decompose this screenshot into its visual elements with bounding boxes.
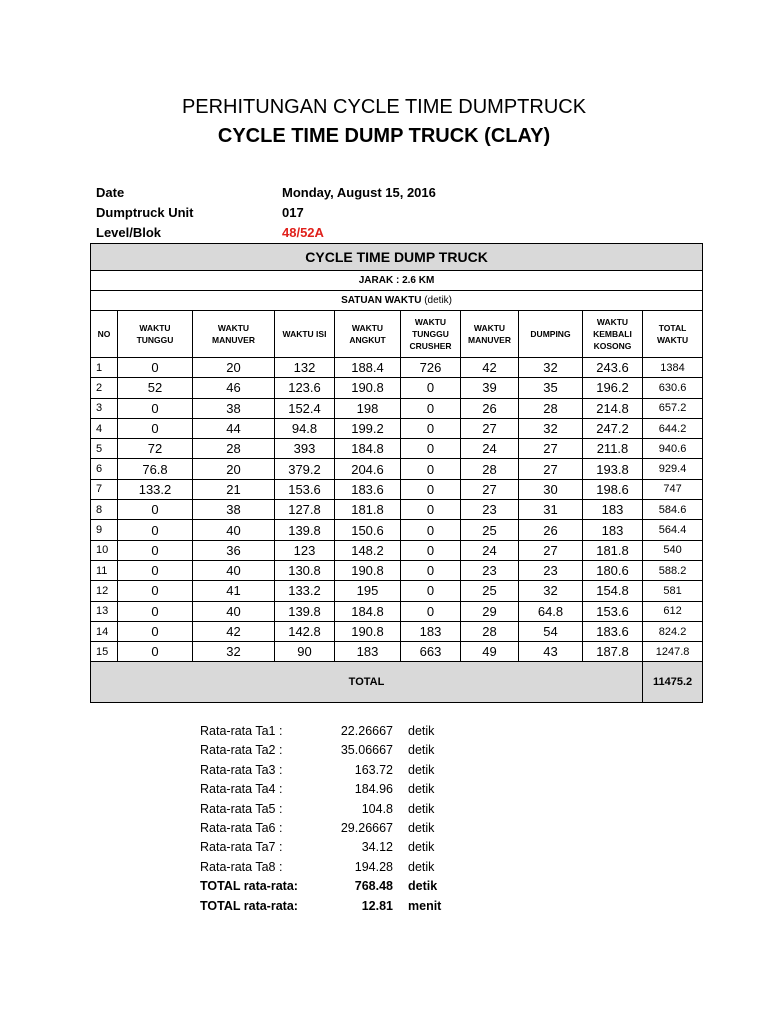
table-cell: 139.8 [275, 520, 335, 540]
summary-label: Rata-rata Ta3 : [200, 762, 283, 777]
table-cell: 64.8 [519, 601, 583, 621]
table-cell: 612 [643, 601, 703, 621]
column-header-text: WAKTU [414, 317, 447, 327]
row-number-cell: 4 [91, 418, 118, 438]
table-cell: 142.8 [275, 621, 335, 641]
column-header [583, 311, 643, 358]
table-cell: 243.6 [583, 358, 643, 378]
table-cell: 0 [118, 418, 193, 438]
row-number-cell: 12 [91, 581, 118, 601]
table-cell: 198 [335, 398, 401, 418]
table-cell: 588.2 [643, 560, 703, 580]
table-cell: 21 [193, 479, 275, 499]
table-row [91, 560, 703, 580]
table-cell: 199.2 [335, 418, 401, 438]
jarak-row [91, 271, 703, 291]
table-title: CYCLE TIME DUMP TRUCK [91, 244, 703, 271]
table-cell: 198.6 [583, 479, 643, 499]
table-cell: 211.8 [583, 439, 643, 459]
date-value: Monday, August 15, 2016 [282, 185, 436, 200]
table-row [91, 642, 703, 662]
table-cell: 0 [401, 500, 461, 520]
jarak-value: 2.6 KM [402, 275, 435, 286]
table-cell: 0 [401, 520, 461, 540]
row-number-cell: 3 [91, 398, 118, 418]
row-number-cell: 5 [91, 439, 118, 459]
table-cell: 23 [519, 560, 583, 580]
table-cell: 0 [118, 500, 193, 520]
table-cell: 25 [461, 520, 519, 540]
table-cell: 181.8 [583, 540, 643, 560]
table-cell: 23 [461, 500, 519, 520]
table-cell: 32 [519, 358, 583, 378]
table-cell: 32 [519, 418, 583, 438]
column-header [643, 311, 703, 358]
table-cell: 183.6 [583, 621, 643, 641]
table-row [91, 459, 703, 479]
table-cell: 43 [519, 642, 583, 662]
table-cell: 153.6 [275, 479, 335, 499]
table-cell: 27 [519, 540, 583, 560]
table-cell: 190.8 [335, 378, 401, 398]
table-row [91, 398, 703, 418]
table-cell: 204.6 [335, 459, 401, 479]
column-header [519, 311, 583, 358]
summary-label: TOTAL rata-rata: [200, 898, 298, 913]
page-subtitle: CYCLE TIME DUMP TRUCK (CLAY) [217, 125, 551, 147]
table-row [91, 358, 703, 378]
column-header-text: WAKTU [596, 317, 629, 327]
column-header-row [91, 311, 703, 358]
table-cell: 0 [401, 418, 461, 438]
table-cell: 20 [193, 459, 275, 479]
column-header-text: WAKTU [656, 335, 689, 345]
date-label: Date [96, 185, 125, 200]
summary-label: TOTAL rata-rata: [200, 879, 298, 894]
table-cell: 183 [335, 642, 401, 662]
level-label: Level/Blok [96, 225, 162, 240]
column-header-text: KEMBALI [593, 329, 632, 339]
column-header-text: CRUSHER [409, 341, 452, 351]
table-cell: 0 [401, 601, 461, 621]
column-header-text: TOTAL [658, 323, 687, 333]
table-cell: 0 [401, 581, 461, 601]
table-cell: 154.8 [583, 581, 643, 601]
table-cell: 0 [118, 560, 193, 580]
table-row [91, 621, 703, 641]
summary-unit: detik [408, 743, 435, 758]
table-cell: 23 [461, 560, 519, 580]
table-cell: 27 [461, 479, 519, 499]
table-cell: 24 [461, 439, 519, 459]
table-cell: 130.8 [275, 560, 335, 580]
summary-unit: detik [408, 879, 438, 894]
table-cell: 26 [461, 398, 519, 418]
table-cell: 581 [643, 581, 703, 601]
summary-value: 768.48 [354, 879, 393, 894]
table-cell: 132 [275, 358, 335, 378]
column-header-text: DUMPING [530, 329, 571, 339]
table-row [91, 439, 703, 459]
table-cell: 0 [401, 378, 461, 398]
summary-label: Rata-rata Ta7 : [200, 840, 283, 855]
table-cell: 379.2 [275, 459, 335, 479]
column-header-text: WAKTU [351, 323, 384, 333]
column-header-text: TUNGGU [136, 335, 174, 345]
table-cell: 72 [118, 439, 193, 459]
row-number-cell: 8 [91, 500, 118, 520]
total-label: TOTAL [91, 662, 643, 703]
column-header-text: WAKTU ISI [282, 329, 327, 339]
satuan-row [91, 291, 703, 311]
summary-unit: detik [408, 724, 435, 738]
table-cell: 183 [583, 500, 643, 520]
table-cell: 663 [401, 642, 461, 662]
column-header-text: ANGKUT [349, 335, 386, 345]
table-cell: 184.8 [335, 601, 401, 621]
table-cell: 139.8 [275, 601, 335, 621]
table-cell: 584.6 [643, 500, 703, 520]
table-cell: 32 [519, 581, 583, 601]
row-number-cell: 13 [91, 601, 118, 621]
level-value: 48/52A [282, 225, 324, 240]
summary-unit: detik [408, 820, 435, 835]
table-cell: 190.8 [335, 621, 401, 641]
table-cell: 40 [193, 601, 275, 621]
table-cell: 27 [461, 418, 519, 438]
row-number-cell: 10 [91, 540, 118, 560]
table-cell: 150.6 [335, 520, 401, 540]
table-cell: 929.4 [643, 459, 703, 479]
row-number-cell: 6 [91, 459, 118, 479]
summary-label: Rata-rata Ta1 : [200, 724, 283, 738]
table-row [91, 581, 703, 601]
total-value: 11475.2 [643, 662, 703, 703]
table-cell: 181.8 [335, 500, 401, 520]
table-cell: 28 [519, 398, 583, 418]
column-header-text: WAKTU [217, 323, 250, 333]
column-header-text: TUNGGU [412, 329, 449, 339]
table-cell: 28 [461, 459, 519, 479]
summary-value: 194.28 [354, 859, 393, 874]
table-cell: 184.8 [335, 439, 401, 459]
column-header [118, 311, 193, 358]
table-cell: 183.6 [335, 479, 401, 499]
summary-value: 29.26667 [340, 820, 393, 835]
summary-value: 22.26667 [340, 724, 393, 738]
column-header [91, 311, 118, 358]
table-cell: 0 [118, 358, 193, 378]
table-cell: 0 [118, 520, 193, 540]
table-cell: 36 [193, 540, 275, 560]
summary-value: 104.8 [361, 801, 393, 816]
table-row [91, 601, 703, 621]
table-cell: 27 [519, 439, 583, 459]
summary-label: Rata-rata Ta6 : [200, 820, 283, 835]
table-cell: 0 [401, 398, 461, 418]
summary-value: 163.72 [354, 762, 393, 777]
summary-unit: menit [408, 898, 442, 913]
unit-value: 017 [282, 205, 304, 220]
table-cell: 27 [519, 459, 583, 479]
table-cell: 0 [118, 540, 193, 560]
table-cell: 190.8 [335, 560, 401, 580]
table-row [91, 540, 703, 560]
summary-label: Rata-rata Ta5 : [200, 801, 283, 816]
summary-label: Rata-rata Ta4 : [200, 782, 283, 797]
summary-value: 184.96 [354, 782, 393, 797]
total-row [91, 662, 703, 703]
table-cell: 42 [461, 358, 519, 378]
table-cell: 0 [401, 540, 461, 560]
summary-value: 34.12 [361, 840, 393, 855]
table-cell: 28 [193, 439, 275, 459]
table-cell: 153.6 [583, 601, 643, 621]
table-cell: 76.8 [118, 459, 193, 479]
table-cell: 214.8 [583, 398, 643, 418]
summary-unit: detik [408, 782, 435, 797]
table-cell: 38 [193, 500, 275, 520]
column-header-text: WAKTU [473, 323, 506, 333]
row-number-cell: 9 [91, 520, 118, 540]
table-cell: 183 [583, 520, 643, 540]
column-header [401, 311, 461, 358]
table-row [91, 378, 703, 398]
column-header-text: NO [97, 329, 111, 339]
table-cell: 247.2 [583, 418, 643, 438]
table-cell: 35 [519, 378, 583, 398]
table-cell: 0 [118, 621, 193, 641]
unit-label: Dumptruck Unit [96, 205, 194, 220]
table-cell: 30 [519, 479, 583, 499]
table-cell: 133.2 [275, 581, 335, 601]
summary-label: Rata-rata Ta2 : [200, 743, 283, 758]
table-cell: 148.2 [335, 540, 401, 560]
table-cell: 1384 [643, 358, 703, 378]
column-header-text: WAKTU [139, 323, 171, 333]
table-cell: 32 [193, 642, 275, 662]
table-cell: 123 [275, 540, 335, 560]
table-cell: 0 [118, 581, 193, 601]
table-cell: 630.6 [643, 378, 703, 398]
table-cell: 26 [519, 520, 583, 540]
table-cell: 188.4 [335, 358, 401, 378]
table-cell: 540 [643, 540, 703, 560]
table-cell: 196.2 [583, 378, 643, 398]
summary-unit: detik [408, 840, 435, 855]
page-title: PERHITUNGAN CYCLE TIME DUMPTRUCK [181, 96, 587, 118]
summary-unit: detik [408, 762, 435, 777]
table-cell: 49 [461, 642, 519, 662]
summary-label: Rata-rata Ta8 : [200, 859, 283, 874]
row-number-cell: 2 [91, 378, 118, 398]
summary-unit: detik [408, 801, 435, 816]
table-row [91, 418, 703, 438]
table-cell: 44 [193, 418, 275, 438]
table-cell: 180.6 [583, 560, 643, 580]
satuan-value: (detik) [424, 295, 453, 306]
table-cell: 54 [519, 621, 583, 641]
table-cell: 187.8 [583, 642, 643, 662]
table-cell: 0 [118, 398, 193, 418]
table-cell: 0 [401, 479, 461, 499]
table-cell: 40 [193, 560, 275, 580]
table-cell: 0 [401, 439, 461, 459]
summary-value: 12.81 [361, 898, 393, 913]
table-cell: 123.6 [275, 378, 335, 398]
table-cell: 39 [461, 378, 519, 398]
table-cell: 94.8 [275, 418, 335, 438]
row-number-cell: 1 [91, 358, 118, 378]
table-cell: 0 [118, 601, 193, 621]
table-cell: 52 [118, 378, 193, 398]
column-header [461, 311, 519, 358]
column-header [335, 311, 401, 358]
table-cell: 393 [275, 439, 335, 459]
row-number-cell: 14 [91, 621, 118, 641]
column-header-text: KOSONG [593, 341, 632, 351]
table-cell: 644.2 [643, 418, 703, 438]
table-cell: 152.4 [275, 398, 335, 418]
table-cell: 46 [193, 378, 275, 398]
table-cell: 41 [193, 581, 275, 601]
table-cell: 38 [193, 398, 275, 418]
table-cell: 564.4 [643, 520, 703, 540]
table-cell: 31 [519, 500, 583, 520]
table-row [91, 520, 703, 540]
table-cell: 28 [461, 621, 519, 641]
table-cell: 195 [335, 581, 401, 601]
table-cell: 20 [193, 358, 275, 378]
table-cell: 657.2 [643, 398, 703, 418]
table-row [91, 500, 703, 520]
table-cell: 25 [461, 581, 519, 601]
table-cell: 1247.8 [643, 642, 703, 662]
table-cell: 133.2 [118, 479, 193, 499]
summary-unit: detik [408, 859, 435, 874]
table-cell: 193.8 [583, 459, 643, 479]
table-cell: 824.2 [643, 621, 703, 641]
table-cell: 29 [461, 601, 519, 621]
column-header-text: MANUVER [212, 335, 255, 345]
table-cell: 747 [643, 479, 703, 499]
satuan-label: SATUAN WAKTU [341, 295, 425, 306]
table-row [91, 479, 703, 499]
column-header [275, 311, 335, 358]
table-cell: 0 [118, 642, 193, 662]
column-header-text: MANUVER [468, 335, 511, 345]
table-cell: 40 [193, 520, 275, 540]
table-cell: 24 [461, 540, 519, 560]
table-cell: 726 [401, 358, 461, 378]
table-cell: 940.6 [643, 439, 703, 459]
row-number-cell: 11 [91, 560, 118, 580]
table-cell: 127.8 [275, 500, 335, 520]
table-cell: 0 [401, 560, 461, 580]
table-cell: 0 [401, 459, 461, 479]
row-number-cell: 15 [91, 642, 118, 662]
table-cell: 90 [275, 642, 335, 662]
table-cell: 42 [193, 621, 275, 641]
jarak-label: JARAK : [358, 275, 403, 286]
cycle-time-table [90, 243, 703, 703]
row-number-cell: 7 [91, 479, 118, 499]
table-cell: 183 [401, 621, 461, 641]
column-header [193, 311, 275, 358]
summary-value: 35.06667 [340, 743, 393, 758]
